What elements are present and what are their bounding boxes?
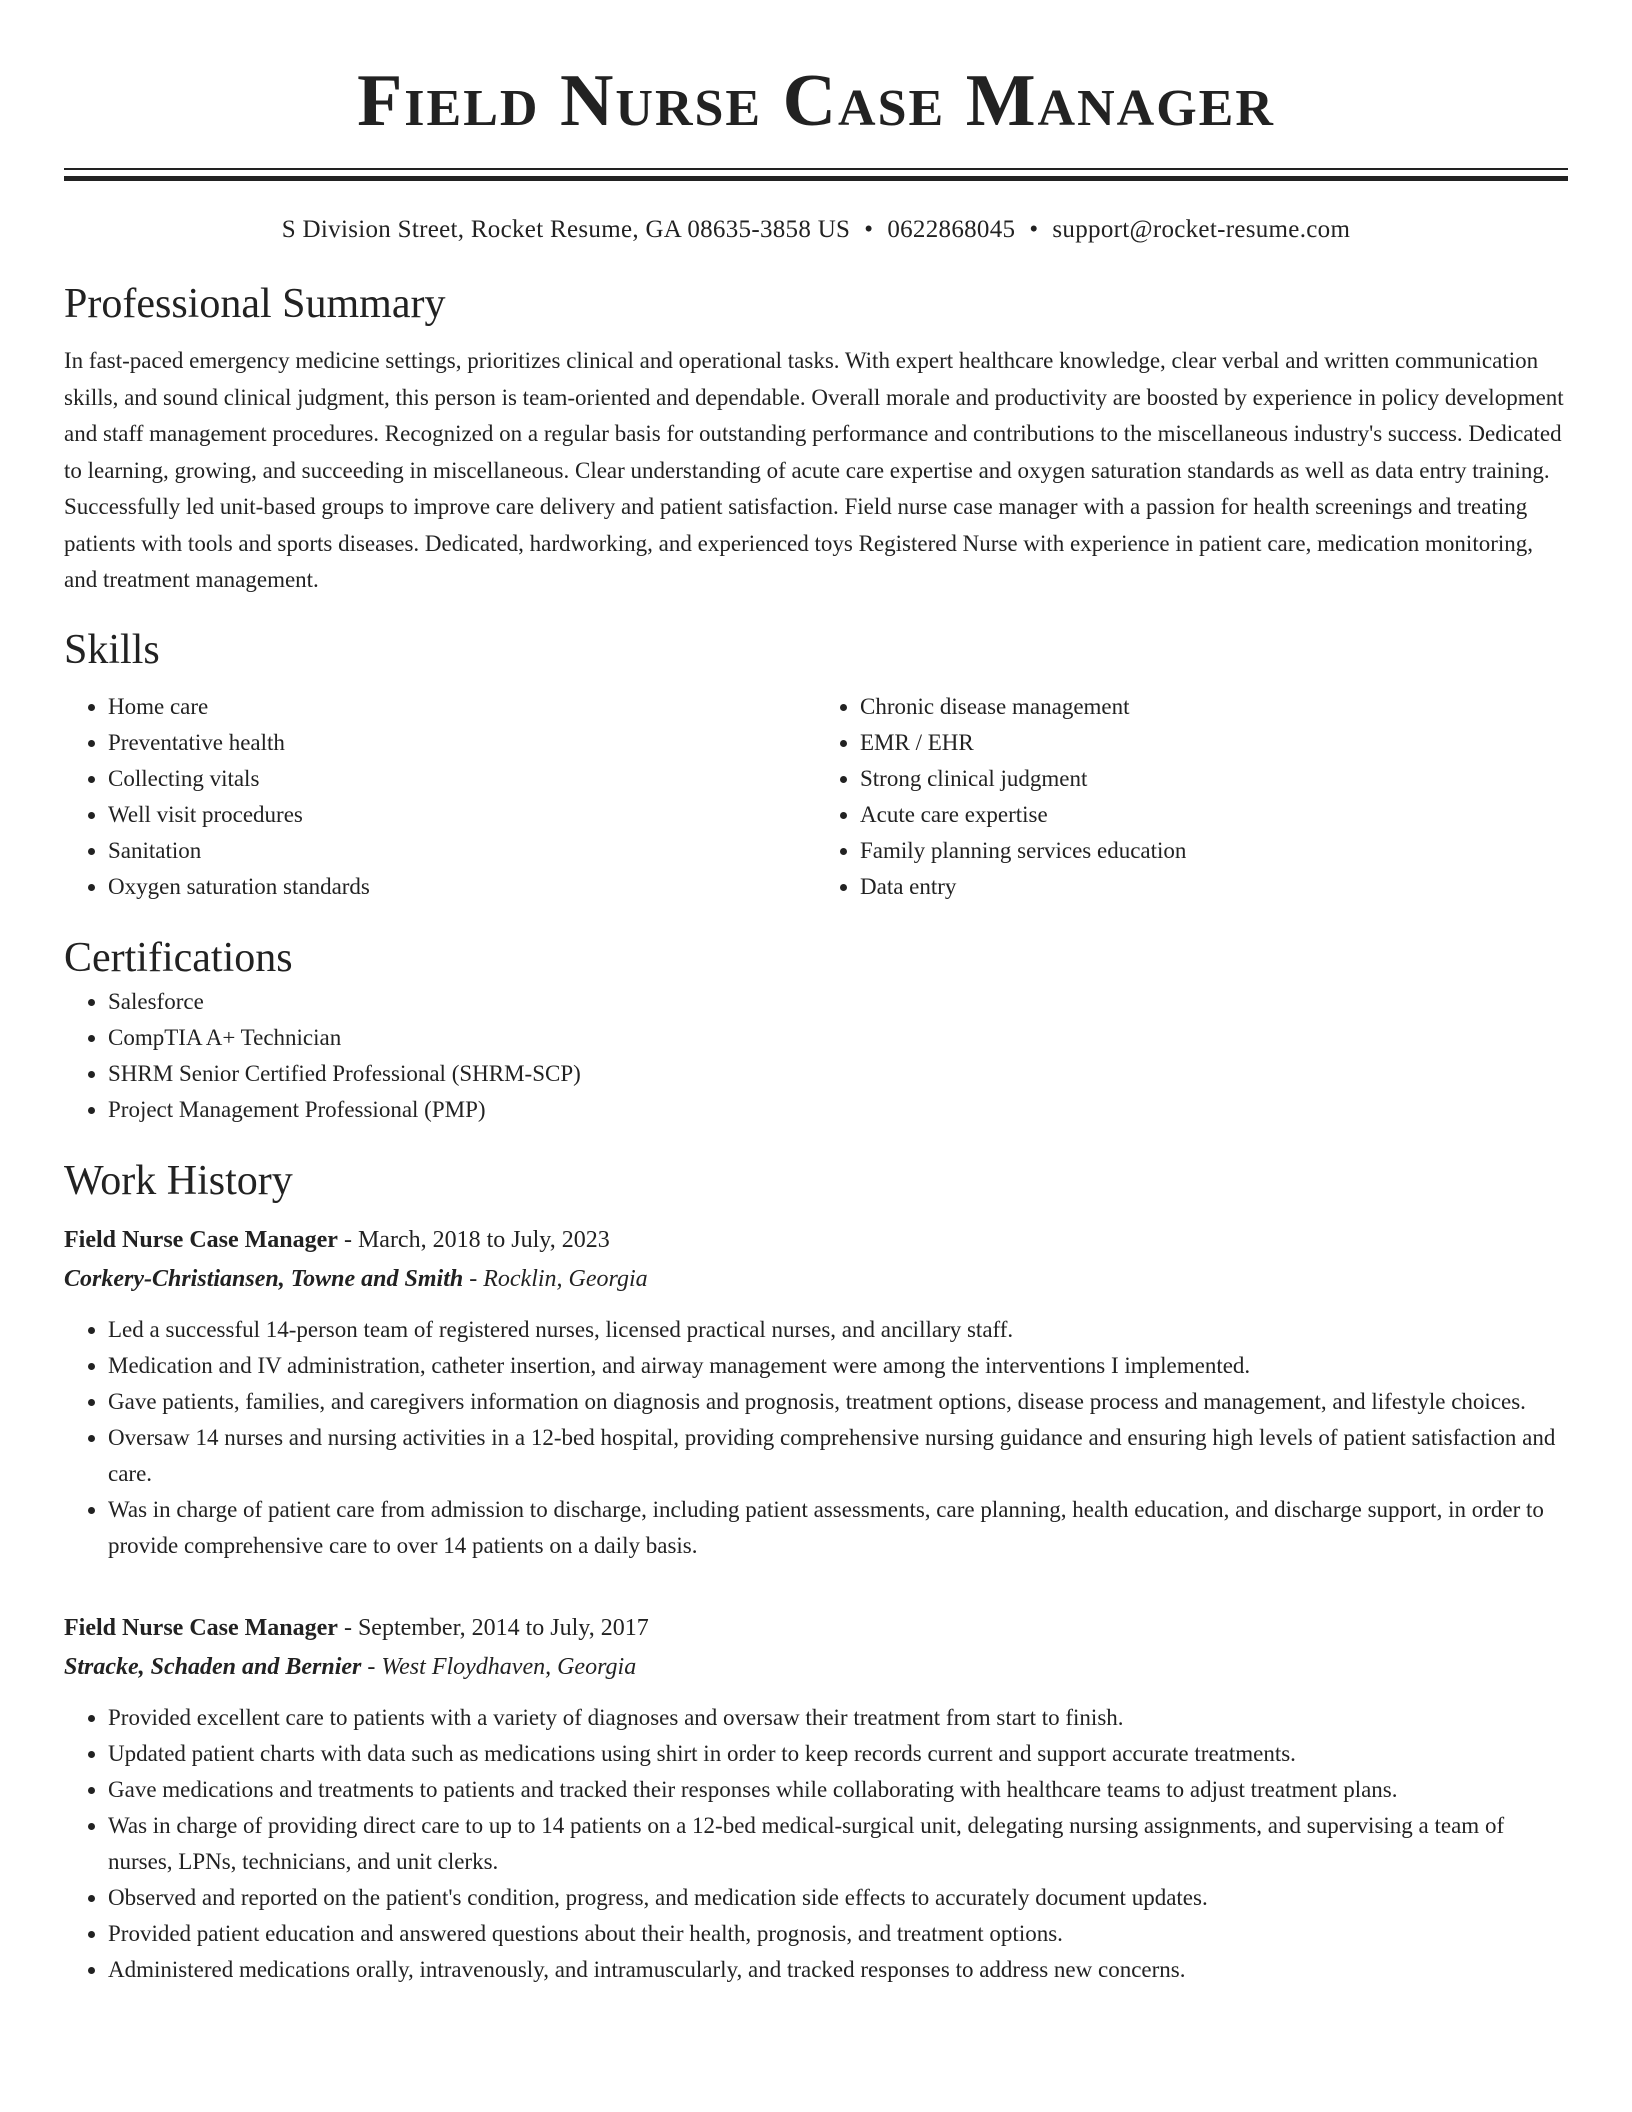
- summary-text: In fast-paced emergency medicine settings, prioritizes clinical and operational tasks. With expert healthcare knowledge, clear verbal and written communication skills, and sound clinical judgment, this person is team-oriented and dependable. Overall morale and productivity are boosted by experience in policy development and staff management procedures. Recognized on a regular basis for outstanding performance and contributions to the miscellaneous industry's success. Dedicated to learning, growing, and succeeding in miscellaneous. Clear understanding of acute care expertise and oxygen saturation standards as well as data entry training. Successfully led unit-based groups to improve care delivery and patient satisfaction. Field nurse case manager with a passion for health screenings and treating patients with tools and sports diseases. Dedicated, hardworking, and experienced toys Registered Nurse with experience in patient care, medication monitoring, and treatment management.: [64, 348, 1564, 593]
- header-divider-thin: [64, 168, 1568, 170]
- certification-item: • Salesforce: [108, 984, 1568, 1020]
- certification-item: • Project Management Professional (PMP): [108, 1092, 1568, 1128]
- skill-item: • Chronic disease management: [860, 689, 1568, 725]
- certifications-heading: Certifications: [64, 935, 293, 982]
- skill-item: • Oxygen saturation standards: [108, 869, 816, 905]
- skills-columns: [64, 689, 1568, 905]
- header-divider-thick: [64, 176, 1568, 181]
- job-duties-list: [64, 1700, 1568, 1988]
- job-entry: [64, 1608, 1568, 1988]
- skill-item: • Sanitation: [108, 833, 816, 869]
- certification-item: • SHRM Senior Certified Professional (SHRM-SCP): [108, 1056, 1568, 1092]
- job-title-line: [64, 1220, 1568, 1260]
- job-duty: • Gave patients, families, and caregivers information on diagnosis and prognosis, treatment options, disease process and management, and lifestyle choices.: [108, 1384, 1568, 1420]
- job-duty: • Was in charge of providing direct care to up to 14 patients on a 12-bed medical-surgical unit, delegating nursing assignments, and supervising a team of nurses, LPNs, technicians, and unit clerks.: [108, 1808, 1568, 1880]
- job-duty: • Gave medications and treatments to patients and tracked their responses while collaborating with healthcare teams to adjust treatment plans.: [108, 1772, 1568, 1808]
- skills-heading: Skills: [64, 626, 160, 673]
- skill-item: • Well visit procedures: [108, 797, 816, 833]
- summary-heading: Professional Summary: [64, 281, 446, 327]
- job-duty: • Provided excellent care to patients with a variety of diagnoses and oversaw their treatment from start to finish.: [108, 1700, 1568, 1736]
- job-company: Stracke, Schaden and Bernier: [64, 1654, 362, 1681]
- skills-list-left: [64, 689, 816, 905]
- job-company-line: [64, 1260, 1568, 1298]
- job-dates: - March, 2018 to July, 2023: [337, 1227, 610, 1254]
- job-duties-list: [64, 1312, 1568, 1564]
- candidate-name: Field Nurse Case Manager: [357, 60, 1275, 142]
- job-duty: • Was in charge of patient care from admission to discharge, including patient assessments, care planning, health education, and discharge support, in order to provide comprehensive care to over 14 patients on a daily basis.: [108, 1492, 1568, 1564]
- job-entry: [64, 1220, 1568, 1564]
- job-duty: • Led a successful 14-person team of registered nurses, licensed practical nurses, and ancillary staff.: [108, 1312, 1568, 1348]
- contact-line: [64, 215, 1568, 245]
- job-dates: - September, 2014 to July, 2017: [337, 1615, 649, 1642]
- skill-item: • Home care: [108, 689, 816, 725]
- job-duty: • Updated patient charts with data such as medications using shirt in order to keep records current and support accurate treatments.: [108, 1736, 1568, 1772]
- skill-item: • Strong clinical judgment: [860, 761, 1568, 797]
- skill-item: • Family planning services education: [860, 833, 1568, 869]
- job-duty: • Observed and reported on the patient's condition, progress, and medication side effects to accurately document updates.: [108, 1880, 1568, 1916]
- contact-separator: •: [864, 216, 874, 243]
- contact-address: S Division Street, Rocket Resume, GA 08635-3858 US: [281, 216, 851, 243]
- certification-item: • CompTIA A+ Technician: [108, 1020, 1568, 1056]
- job-role: Field Nurse Case Manager: [64, 1615, 338, 1642]
- work-history-heading: Work History: [64, 1157, 293, 1204]
- job-location: - Rocklin, Georgia: [463, 1266, 648, 1293]
- job-title-line: [64, 1608, 1568, 1648]
- job-company-line: [64, 1648, 1568, 1686]
- job-duty: • Provided patient education and answered questions about their health, prognosis, and treatment options.: [108, 1916, 1568, 1952]
- job-role: Field Nurse Case Manager: [64, 1227, 338, 1254]
- resume-page: [64, 0, 1568, 1988]
- skill-item: • EMR / EHR: [860, 725, 1568, 761]
- contact-separator: •: [1029, 216, 1039, 243]
- job-duty: • Administered medications orally, intravenously, and intramuscularly, and tracked responses to address new concerns.: [108, 1952, 1568, 1988]
- certifications-list: [64, 984, 1568, 1128]
- skills-list-right: [816, 689, 1568, 905]
- job-duty: • Medication and IV administration, catheter insertion, and airway management were among the interventions I implemented.: [108, 1348, 1568, 1384]
- job-location: - West Floydhaven, Georgia: [361, 1654, 637, 1681]
- job-duty: • Oversaw 14 nurses and nursing activities in a 12-bed hospital, providing comprehensive nursing guidance and ensuring high levels of patient satisfaction and care.: [108, 1420, 1568, 1492]
- skill-item: • Data entry: [860, 869, 1568, 905]
- contact-phone: 0622868045: [887, 216, 1016, 243]
- skill-item: • Collecting vitals: [108, 761, 816, 797]
- contact-email: support@rocket-resume.com: [1052, 216, 1351, 243]
- skill-item: • Acute care expertise: [860, 797, 1568, 833]
- job-company: Corkery-Christiansen, Towne and Smith: [64, 1266, 464, 1293]
- skill-item: • Preventative health: [108, 725, 816, 761]
